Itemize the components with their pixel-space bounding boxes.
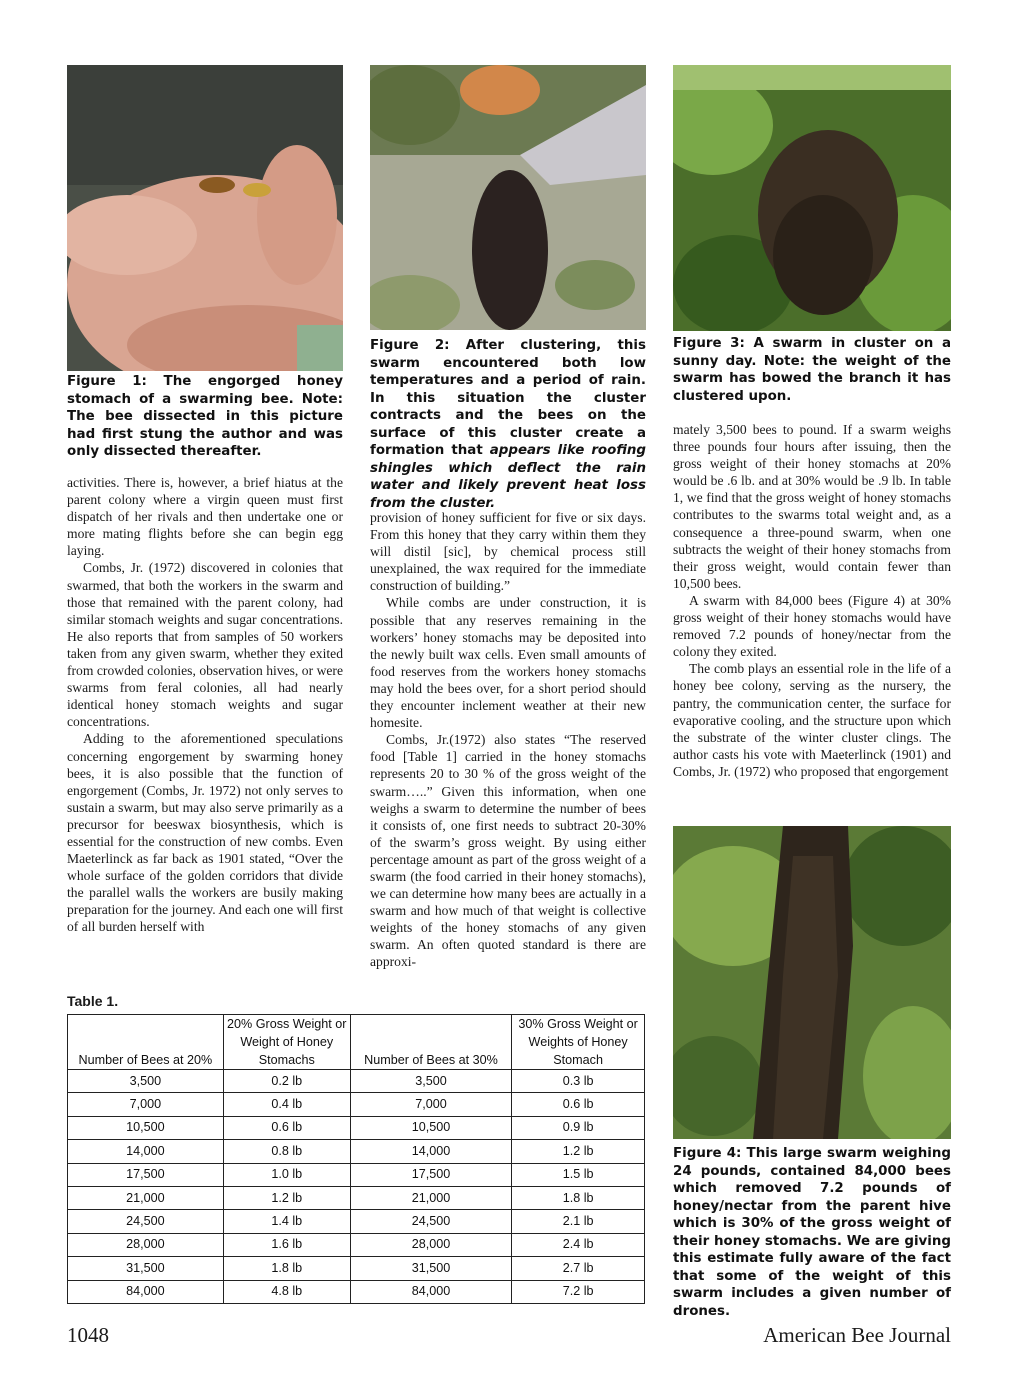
table-cell: 14,000 [68, 1140, 224, 1163]
table-row [68, 1257, 645, 1280]
table-cell: 1.8 lb [223, 1257, 350, 1280]
figure-2-caption [370, 337, 646, 512]
page-number: 1048 [67, 1323, 109, 1347]
body-column-1 [67, 474, 343, 936]
table-header: Number of Bees at 30% [350, 1015, 512, 1070]
figure-3-photo [673, 65, 951, 331]
paragraph: Adding to the aforementioned speculations concerning engorgement by swarming honey bees, it is also possible that the function of engorgement (Combs, Jr. 1972) not only serves to sustain a swarm, but may also serve primarily as a precursor for beeswax biosynthesis, which is essential for the construction of new combs. Even Maeterlinck as far back as 1901 stated, “Over the whole surface of the golden corridors that divide the parallel walls the workers are busily making preparation for the journey. And each one will first of all burden herself with [67, 731, 343, 935]
table-cell: 4.8 lb [223, 1280, 350, 1303]
paragraph: Combs, Jr. (1972) discovered in colonies that swarmed, that both the workers in the swarm and those that remained with the parent colony, had similar stomach weights and sugar concentrations. He also reports that from samples of 50 workers taken from any given swarm, whether they exited from crowded colonies, observation hives, or were swarms from feral colonies, all had nearly identical honey stomach weights and sugar concentrations. [67, 560, 343, 730]
table-cell: 28,000 [68, 1233, 224, 1256]
table-cell: 17,500 [350, 1163, 512, 1186]
table-cell: 0.3 lb [512, 1070, 645, 1093]
table-header-row [68, 1015, 645, 1070]
table-row [68, 1233, 645, 1256]
table-cell: 0.8 lb [223, 1140, 350, 1163]
figure-2-caption-text: Figure 2: After clustering, this swarm encountered both low temperatures and a period of rain. In this situation the cluster contracts and the bees on the surface of this cluster create a formation that [370, 338, 646, 458]
table-cell: 1.6 lb [223, 1233, 350, 1256]
figure-4-caption: Figure 4: This large swarm weighing 24 pounds, contained 84,000 bees which removed 7.2 pounds of honey/nectar from the parent hive which is 30% of the gross weight of their honey stomachs. We are giving this estimate fully aware of the fact that some of the weight of this swarm includes a given number of drones. [673, 1146, 951, 1319]
figure-1-caption: Figure 1: The engorged honey stomach of a swarming bee. Note: The bee dissected in this picture had first stung the author and was only dissected thereafter. [67, 374, 343, 459]
table-cell: 0.6 lb [223, 1116, 350, 1139]
figure-3-caption: Figure 3: A swarm in cluster on a sunny day. Note: the weight of the swarm has bowed the branch it has clustered upon. [673, 336, 951, 404]
table-cell: 1.2 lb [223, 1186, 350, 1209]
body-column-2 [370, 509, 646, 971]
paragraph: While combs are under construction, it is possible that any reserves remaining in the workers’ honey stomachs may be deposited into the newly built wax cells. Even small amounts of food reserves from the workers honey stomachs may hold the bees over, for a short period should they encounter inclement weather at their new homesite. [370, 595, 646, 731]
table-cell: 0.9 lb [512, 1116, 645, 1139]
body-column-3 [673, 421, 951, 780]
paragraph: The comb plays an essential role in the life of a honey bee colony, serving as the nursery, the pantry, the communication center, the surface for evaporative cooling, and the structure upon which the substrate of the winter cluster clings. The author casts his vote with Maeterlinck (1901) and Combs, Jr. (1972) who proposed that engorgement [673, 661, 951, 779]
table-header: 20% Gross Weight or Weight of Honey Stomachs [223, 1015, 350, 1070]
table-cell: 2.4 lb [512, 1233, 645, 1256]
table-cell: 84,000 [68, 1280, 224, 1303]
table-cell: 3,500 [68, 1070, 224, 1093]
table-header: 30% Gross Weight or Weights of Honey Stomach [512, 1015, 645, 1070]
table-row [68, 1093, 645, 1116]
table-row [68, 1070, 645, 1093]
table-cell: 7.2 lb [512, 1280, 645, 1303]
table-row [68, 1280, 645, 1303]
table-cell: 0.4 lb [223, 1093, 350, 1116]
table-cell: 10,500 [350, 1116, 512, 1139]
table-title: Table 1. [67, 993, 119, 1009]
table-cell: 10,500 [68, 1116, 224, 1139]
table-cell: 2.7 lb [512, 1257, 645, 1280]
table-cell: 21,000 [68, 1186, 224, 1209]
table-cell: 0.6 lb [512, 1093, 645, 1116]
table-cell: 21,000 [350, 1186, 512, 1209]
table-header: Number of Bees at 20% [68, 1015, 224, 1070]
table-cell: 24,500 [68, 1210, 224, 1233]
table-cell: 1.0 lb [223, 1163, 350, 1186]
table-body [68, 1070, 645, 1304]
table-cell: 0.2 lb [223, 1070, 350, 1093]
table-cell: 31,500 [68, 1257, 224, 1280]
table-cell: 84,000 [350, 1280, 512, 1303]
bee-weight-table [67, 1014, 645, 1304]
journal-name: American Bee Journal [763, 1323, 951, 1347]
paragraph: provision of honey sufficient for five or six days. From this honey that they carry within them they will distil [sic], by chemical process still unexplained, the wax required for the immediate construction of building.” [370, 510, 646, 594]
table-cell: 28,000 [350, 1233, 512, 1256]
paragraph: activities. There is, however, a brief hiatus at the parent colony where a virgin queen must first dispatch of her rivals and then undertake one or more mating flights before she can begin egg laying. [67, 475, 343, 559]
table-row [68, 1116, 645, 1139]
table-row [68, 1186, 645, 1209]
paragraph: mately 3,500 bees to pound. If a swarm weighs three pounds four hours after issuing, then the gross weight of their honey stomachs at 20% would be .6 lb. and at 30% would be .9 lb. In table 1, we find that the gross weight of honey stomachs contributes to the swarms total weight and, as a consequence a three-pound swarm, when one subtracts the weight of their honey stomachs from their gross weight, would contain fewer than 10,500 bees. [673, 422, 951, 591]
table-cell: 3,500 [350, 1070, 512, 1093]
table-cell: 1.8 lb [512, 1186, 645, 1209]
table-cell: 1.2 lb [512, 1140, 645, 1163]
table-row [68, 1163, 645, 1186]
table-cell: 31,500 [350, 1257, 512, 1280]
table-cell: 7,000 [350, 1093, 512, 1116]
table-cell: 17,500 [68, 1163, 224, 1186]
table-cell: 2.1 lb [512, 1210, 645, 1233]
table-row [68, 1140, 645, 1163]
paragraph: Combs, Jr.(1972) also states “The reserved food [Table 1] carried in the honey stomachs represents 20 to 30 % of the gross weight of the swarm…..” Given this information, when one weighs a swarm to determine the number of bees it consists of, one first needs to subtract 20-30% of the swarm’s gross weight. By using either percentage amount as part of the gross weight of a swarm (the food carried in their honey stomachs), we can determine how many bees are actually in a swarm and how much of that weight is collective weights of the honey stomachs of any given swarm. An often quoted standard is there are approxi- [370, 732, 646, 970]
figure-4-photo [673, 826, 951, 1139]
table-cell: 24,500 [350, 1210, 512, 1233]
table-cell: 7,000 [68, 1093, 224, 1116]
table-row [68, 1210, 645, 1233]
paragraph: A swarm with 84,000 bees (Figure 4) at 30% gross weight of their honey stomachs would have removed 7.2 pounds of honey/nectar from the colony they exited. [673, 592, 951, 660]
figure-1-photo [67, 65, 343, 371]
figure-2-photo [370, 65, 646, 330]
table-cell: 1.4 lb [223, 1210, 350, 1233]
figure-2-caption-italic: appears like roofing shingles which deflect the rain water and likely prevent heat loss from the cluster. [370, 443, 646, 511]
table-cell: 14,000 [350, 1140, 512, 1163]
table-cell: 1.5 lb [512, 1163, 645, 1186]
